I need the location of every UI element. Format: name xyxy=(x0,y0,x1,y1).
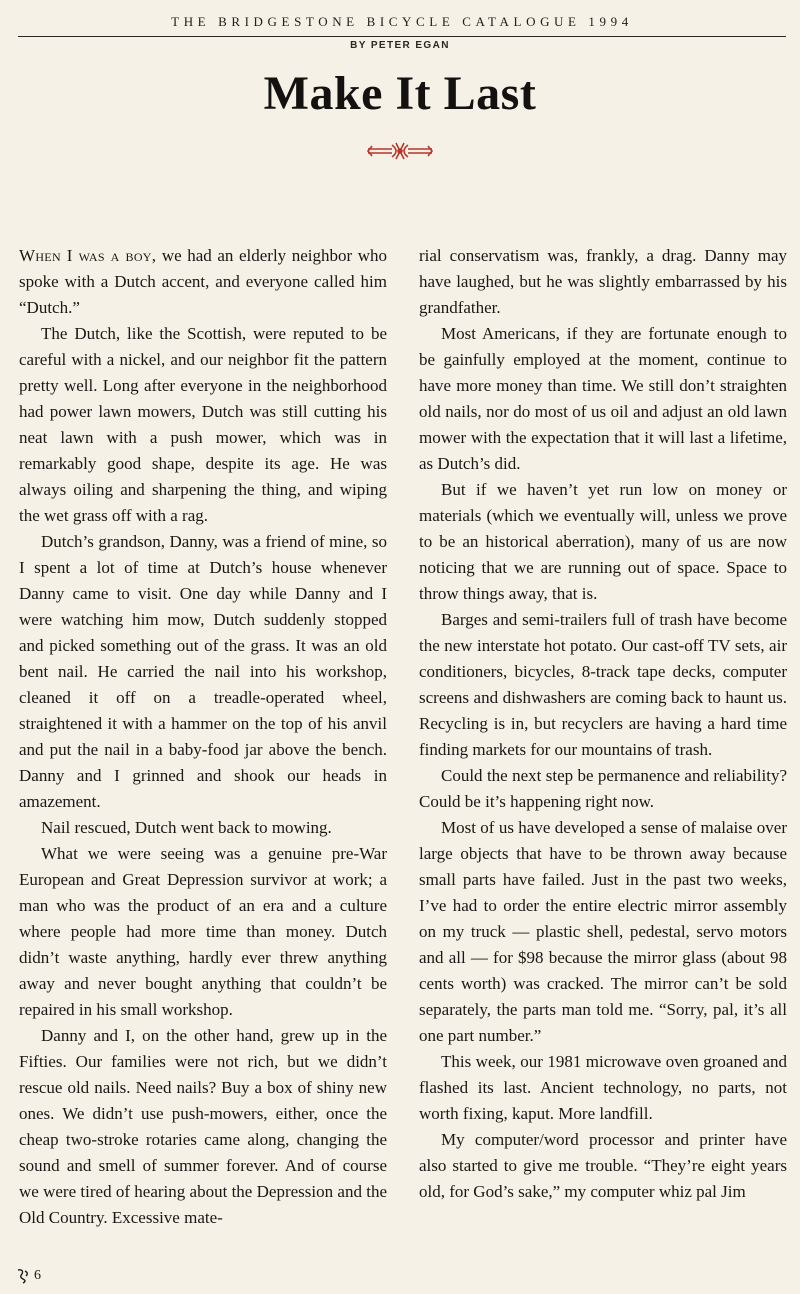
paragraph: Nail rescued, Dutch went back to mowing. xyxy=(41,818,332,837)
paragraph: Barges and semi-trailers full of trash have become the new interstate hot potato. Our cast-off TV sets, air conditioners, bicycles, 8-track tape decks, computer screens and dishwashers are coming back to haunt us. Recycling is in, but recyclers are having a hard time finding markets for our mountains of trash. xyxy=(419,610,787,759)
paragraph xyxy=(19,243,387,321)
paragraph: Could the next step be permanence and reliability? Could be it’s happening right now. xyxy=(419,766,787,811)
byline: BY PETER EGAN xyxy=(350,40,450,51)
paragraph: What we were seeing was a genuine pre-War European and Great Depression survivor at work; a man who was the product of an era and a culture where people had more time than money. Dutch didn’t waste anything, hardly ever threw anything away and never bought anything that couldn’t be repaired in his small workshop. xyxy=(19,844,387,1019)
lead-in: When I was a boy, xyxy=(19,246,157,265)
paragraph: Dutch’s grandson, Danny, was a friend of mine, so I spent a lot of time at Dutch’s house whenever Danny came to visit. One day while Danny and I were watching him mow, Dutch suddenly stopped and picked something out of the grass. It was an old bent nail. He carried the nail into his workshop, cleaned it off on a treadle-operated wheel, straightened it with a hammer on the top of his anvil and put the nail in a baby-food jar above the bench. Danny and I grinned and shook our heads in amazement. xyxy=(19,532,387,811)
paragraph: But if we haven’t yet run low on money or materials (which we eventually will, unless we prove to be an historical aberration), many of us are now noticing that we are running out of space. Space to throw things away, that is. xyxy=(419,480,787,603)
running-header xyxy=(18,10,786,37)
page-footer xyxy=(14,1266,41,1286)
catalogue-title: THE BRIDGESTONE BICYCLE CATALOGUE 1994 xyxy=(171,14,633,29)
paragraph: Danny and I, on the other hand, grew up in the Fifties. Our families were not rich, but we didn’t rescue old nails. Need nails? Buy a box of shiny new ones. We didn’t use push-mowers, either, once the cheap two-stroke rotaries came along, changing the sound and smell of summer forever. And of course we were tired of hearing about the Depression and the Old Country. Excessive mate- xyxy=(19,1026,387,1227)
ornament-divider-icon xyxy=(366,140,434,162)
paragraph: The Dutch, like the Scottish, were reputed to be careful with a nickel, and our neighbor fit the pattern pretty well. Long after everyone in the neighborhood had power lawn mowers, Dutch was still cutting his neat lawn with a push mower, which was in remarkably good shape, despite its age. He was always oiling and sharpening the thing, and wiping the wet grass off with a rag. xyxy=(19,324,387,525)
article-column-left xyxy=(19,243,387,1231)
paragraph: This week, our 1981 microwave oven groaned and flashed its last. Ancient technology, no parts, not worth fixing, kaput. More landfill. xyxy=(419,1052,787,1123)
fleuron-icon xyxy=(14,1267,32,1285)
paragraph: rial conservatism was, frankly, a drag. Danny may have laughed, but he was slightly embarrassed by his grandfather. xyxy=(419,246,787,317)
paragraph: My computer/word processor and printer have also started to give me trouble. “They’re eight years old, for God’s sake,” my computer whiz pal Jim xyxy=(419,1130,787,1201)
article-title: Make It Last xyxy=(263,67,537,120)
paragraph: Most Americans, if they are fortunate enough to be gainfully employed at the moment, continue to have more money than time. We still don’t straighten old nails, nor do most of us oil and adjust an old lawn mower with the expectation that it will last a lifetime, as Dutch’s did. xyxy=(419,324,787,473)
article-column-right xyxy=(419,243,787,1205)
paragraph-text: we had an elderly neighbor who spoke with a Dutch accent, and everyone called him “Dutch.” xyxy=(19,246,387,317)
page-number: 6 xyxy=(34,1268,41,1283)
paragraph: Most of us have developed a sense of malaise over large objects that have to be thrown away because small parts have failed. Just in the past two weeks, I’ve had to order the entire electric mirror assembly on my truck — plastic shell, pedestal, servo motors and all — for $98 because the mirror glass (about 98 cents worth) was cracked. The mirror can’t be sold separately, the parts man told me. “Sorry, pal, it’s all one part number.” xyxy=(419,818,787,1045)
